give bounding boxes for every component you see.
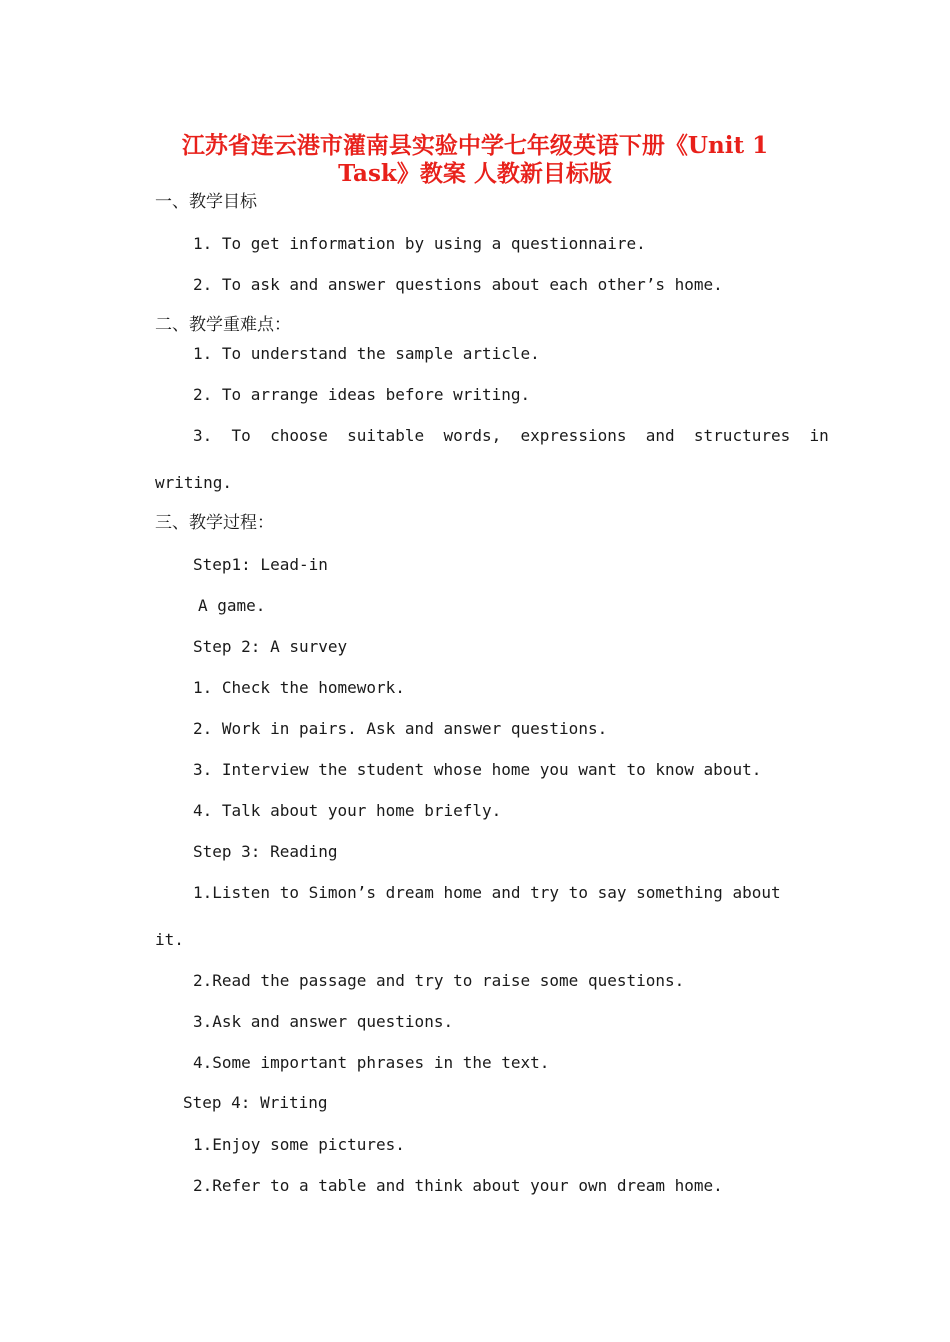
step3-title: Step 3: Reading [193,842,338,861]
step1-item: A game. [198,596,266,615]
key-points-heading: 二、教学重难点： [155,315,291,335]
process-heading: 三、教学过程： [155,513,274,533]
objective-item: 1. To get information by using a questionnaire. [193,234,646,253]
step2-title: Step 2: A survey [193,637,348,656]
step4-title: Step 4: Writing [183,1093,328,1112]
document-title-line-1: 江苏省连云港市灌南县实验中学七年级英语下册《Unit 1 [181,132,769,159]
key-point-item: 2. To arrange ideas before writing. [193,385,531,404]
step3-item: 2.Read the passage and try to raise some questions. [193,971,685,990]
key-point-item-continuation: writing. [155,473,233,492]
step3-item: 3.Ask and answer questions. [193,1012,454,1031]
step4-item: 2.Refer to a table and think about your own dream home. [193,1176,723,1195]
step3-item: 4.Some important phrases in the text. [193,1053,550,1072]
objectives-heading: 一、教学目标 [155,192,257,212]
document-title-line-2: Task》教案 人教新目标版 [338,160,612,187]
key-point-item: 1. To understand the sample article. [193,344,540,363]
step1-title: Step1: Lead-in [193,555,328,574]
step2-item: 1. Check the homework. [193,678,405,697]
step4-item: 1.Enjoy some pictures. [193,1135,405,1154]
step2-item: 2. Work in pairs. Ask and answer questions. [193,719,608,738]
step2-item: 3. Interview the student whose home you want to know about. [193,760,762,779]
step3-item-continuation: it. [155,930,184,949]
step2-item: 4. Talk about your home briefly. [193,801,502,820]
objective-item: 2. To ask and answer questions about each other’s home. [193,275,723,294]
step3-item: 1.Listen to Simon’s dream home and try to say something about [193,883,781,902]
key-point-item: 3. To choose suitable words, expressions and structures in [193,426,829,445]
